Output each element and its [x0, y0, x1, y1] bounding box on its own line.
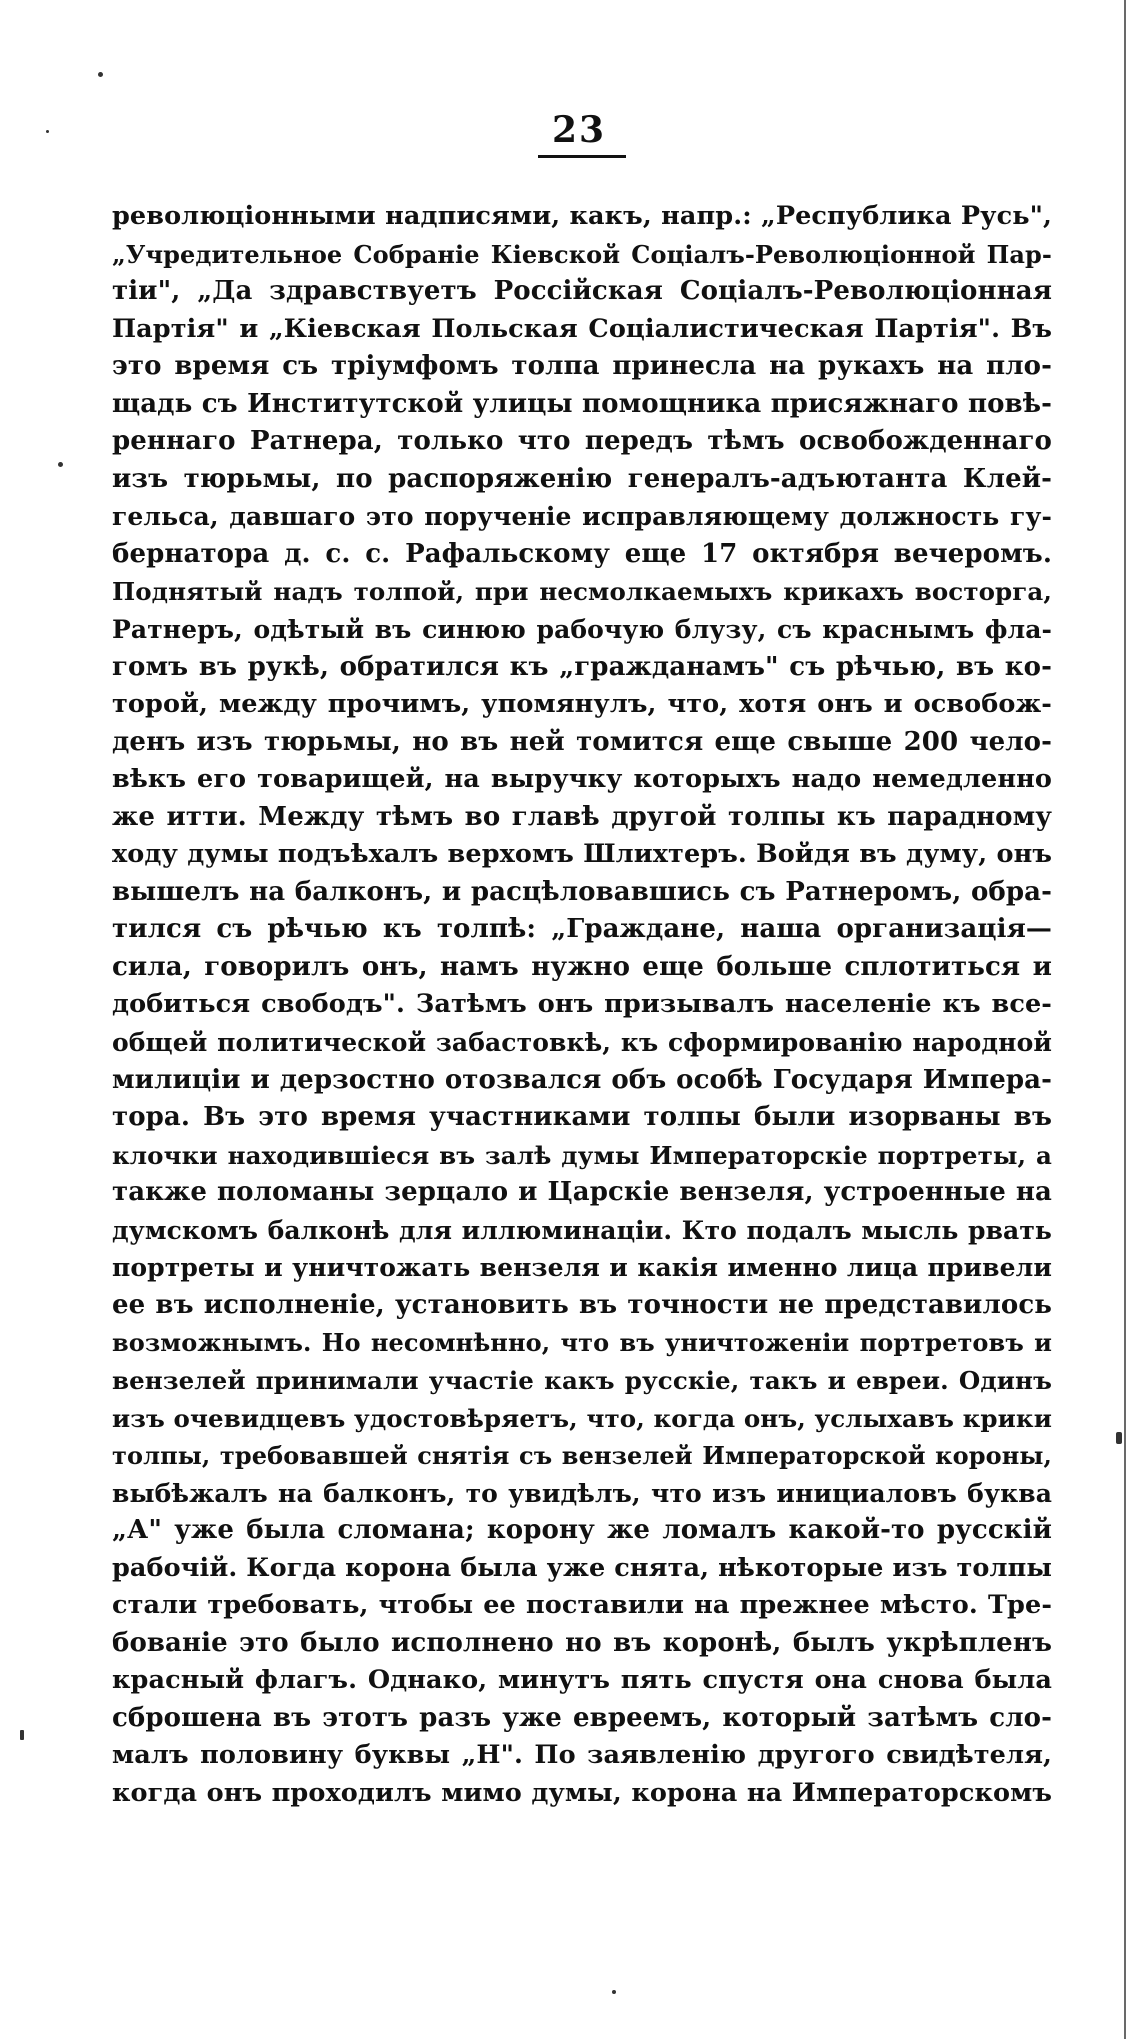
text-line: портреты и уничтожать вензеля и какія именно лица привели [112, 1253, 1052, 1283]
text-line: „А" уже была сломана; корону же ломалъ какой-то русскій [112, 1515, 1052, 1546]
scan-speck [1116, 1432, 1122, 1444]
text-line: красный флагъ. Однако, минутъ пять спустя она снова была [112, 1665, 1052, 1696]
text-line: изъ очевидцевъ удостовѣряетъ, что, когда онъ, услыхавъ крики [112, 1403, 1052, 1433]
text-line: Поднятый надъ толпой, при несмолкаемыхъ крикахъ восторга, [112, 577, 1052, 607]
text-line: клочки находившіеся въ залѣ думы Императорскіе портреты, а [112, 1140, 1052, 1170]
text-line: бернатора д. с. с. Рафальскому еще 17 октября вечеромъ. [112, 538, 1052, 569]
text-line: вѣкъ его товарищей, на выручку которыхъ надо немедленно [112, 764, 1052, 795]
page-number: 23 [551, 109, 607, 151]
text-line: Ратнеръ, одѣтый въ синюю рабочую блузу, съ краснымъ фла- [112, 615, 1052, 645]
text-line: выбѣжалъ на балконъ, то увидѣлъ, что изъ инициаловъ буква [112, 1478, 1052, 1508]
text-line: добиться свободъ". Затѣмъ онъ призывалъ населеніе къ все- [112, 989, 1052, 1020]
scan-speck [58, 462, 63, 467]
text-line: также поломаны зерцало и Царскіе вензеля, устроенные на [112, 1177, 1052, 1208]
text-line: реннаго Ратнера, только что передъ тѣмъ освобожденнаго [112, 426, 1052, 457]
text-line: рабочій. Когда корона была уже снята, нѣкоторые изъ толпы [112, 1552, 1052, 1583]
text-line: общей политической забастовкѣ, къ сформированію народной [112, 1028, 1052, 1058]
text-line: изъ тюрьмы, по распоряженію генералъ-адъютанта Клей- [112, 463, 1052, 494]
text-line: сброшена въ этотъ разъ уже евреемъ, который затѣмъ сло- [112, 1702, 1052, 1733]
text-line: сила, говорилъ онъ, намъ нужно еще больше сплотиться и [112, 951, 1052, 982]
text-line: революціонными надписями, какъ, напр.: „Республика Русь", [112, 201, 1052, 231]
scan-speck [98, 72, 103, 77]
scan-speck [46, 130, 49, 133]
text-line: стали требовать, чтобы ее поставили на прежнее мѣсто. Тре- [112, 1590, 1052, 1621]
text-line: ее въ исполненіе, установить въ точности не представилось [112, 1289, 1052, 1320]
text-line: милиціи и дерзостно отозвался объ особѣ Государя Импера- [112, 1064, 1052, 1095]
scan-speck [20, 1730, 24, 1740]
text-line: малъ половину буквы „Н". По заявленію другого свидѣтеля, [112, 1740, 1052, 1771]
text-line: щадь съ Институтской улицы помощника присяжнаго повѣ- [112, 388, 1052, 419]
text-line: тіи", „Да здравствуетъ Россійская Соціалъ-Революціонная [112, 276, 1052, 307]
body-text [112, 198, 1052, 1813]
text-line: толпы, требовавшей снятія съ вензелей Императорской короны, [112, 1441, 1052, 1471]
text-line: думскомъ балконѣ для иллюминаціи. Кто подалъ мысль рвать [112, 1215, 1052, 1245]
text-line: вышелъ на балконъ, и расцѣловавшись съ Ратнеромъ, обра- [112, 876, 1052, 907]
text-line: вензелей принимали участіе какъ русскіе, такъ и евреи. Одинъ [112, 1365, 1052, 1395]
page-number-underline [538, 155, 626, 158]
text-line: торой, между прочимъ, упомянулъ, что, хотя онъ и освобож- [112, 689, 1052, 720]
text-line: денъ изъ тюрьмы, но въ ней томится еще свыше 200 чело- [112, 726, 1052, 757]
text-line: это время съ тріумфомъ толпа принесла на рукахъ на пло- [112, 351, 1052, 382]
page-edge-rule [1124, 0, 1126, 2039]
text-line: гельса, давшаго это порученіе исправляющему должность гу- [112, 502, 1052, 532]
text-line: ходу думы подъѣхалъ верхомъ Шлихтеръ. Войдя въ думу, онъ [112, 839, 1052, 870]
text-line: Партія" и „Кіевская Польская Соціалистическая Партія". Въ [112, 313, 1052, 344]
text-line: бованіе это было исполнено но въ коронѣ, былъ укрѣпленъ [112, 1627, 1052, 1658]
text-line: „Учредительное Собраніе Кіевской Соціалъ-Революціонной Пар- [112, 239, 1052, 269]
text-line: тился съ рѣчью къ толпѣ: „Граждане, наша организація— [112, 914, 1052, 945]
text-line: когда онъ проходилъ мимо думы, корона на Императорскомъ [112, 1777, 1052, 1808]
text-line: гомъ въ рукѣ, обратился къ „гражданамъ" съ рѣчью, въ ко- [112, 651, 1052, 682]
text-line: тора. Въ это время участниками толпы были изорваны въ [112, 1102, 1052, 1133]
text-line: возможнымъ. Но несомнѣнно, что въ уничтоженіи портретовъ и [112, 1328, 1052, 1358]
scan-speck [612, 1990, 616, 1994]
text-line: же итти. Между тѣмъ во главѣ другой толпы къ парадному [112, 801, 1052, 832]
